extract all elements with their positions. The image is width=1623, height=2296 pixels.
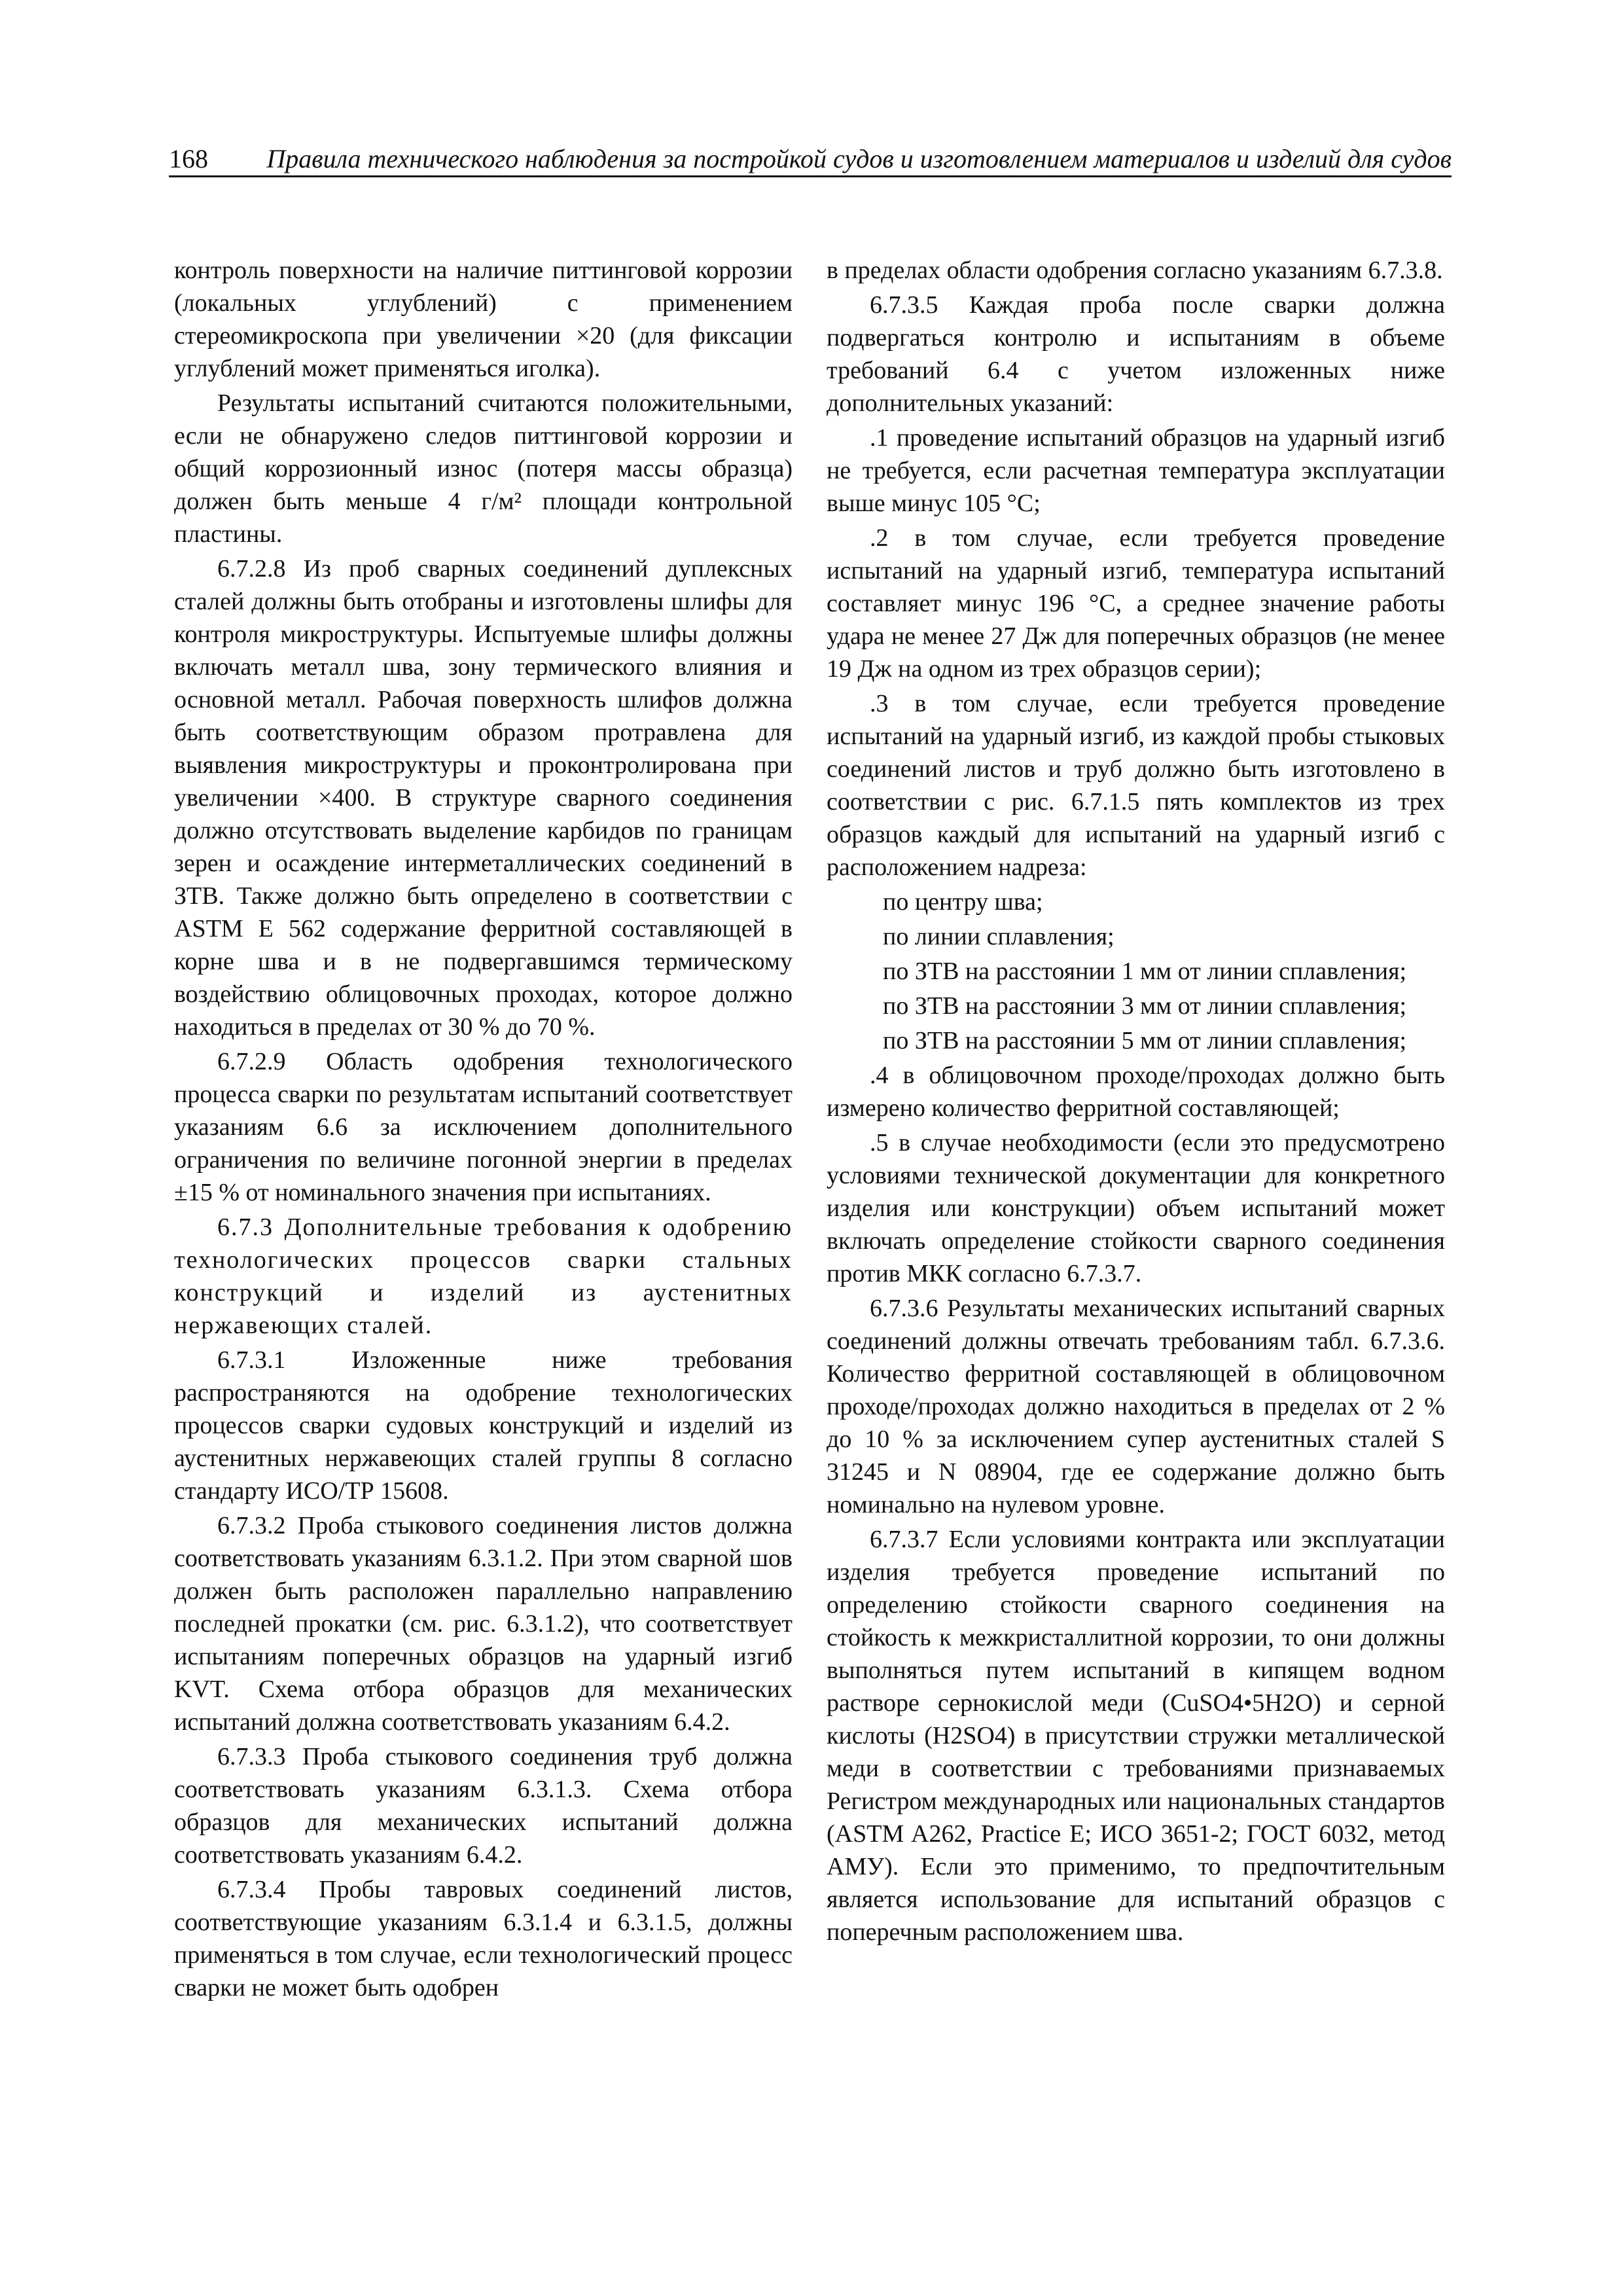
paragraph-6-7-3-3: 6.7.3.3 Проба стыкового соединения труб должна соответствовать указаниям 6.3.1.3. Схема отбора образцов для механических испытаний должна соответствовать указаниям 6.4.2. (174, 1743, 793, 1869)
paragraph-6-7-3-2: 6.7.3.2 Проба стыкового соединения листов должна соответствовать указаниям 6.3.1.2. При этом сварной шов должен быть расположен параллельно направлению последней прокатки (см. рис. 6.3.1.2), что соответствует испытаниям поперечных образцов на ударный изгиб KVT. Схема отбора образцов для механических испытаний должна соответствовать указаниям 6.4.2. (174, 1512, 793, 1736)
paragraph-6-7-3-5: 6.7.3.5 Каждая проба после сварки должна подвергаться контролю и испытаниям в объеме требований 6.4 с учетом изложенных ниже дополнительных указаний: (827, 291, 1445, 417)
paragraph-6-7-2-9: 6.7.2.9 Область одобрения технологического процесса сварки по результатам испытаний соответствует указаниям 6.6 за исключением дополнительного ограничения по величине погонной энергии в пределах ±15 % от номинального значения при испытаниях. (174, 1048, 793, 1206)
list-item-5: .5 в случае необходимости (если это предусмотрено условиями технической документации для конкретного изделия или конструкции) объем испытаний может включать определение стойкости сварного соединения против МКК согласно 6.7.3.7. (827, 1129, 1445, 1287)
paragraph-6-7-2-8: 6.7.2.8 Из проб сварных соединений дуплексных сталей должны быть отобраны и изготовлены шлифы для контроля микроструктуры. Испытуемые шлифы должны включать металл шва, зону термического влияния и основной металл. Рабочая поверхность шлифов должна быть соответствующим образом протравлена для выявления микроструктуры и проконтролирована при увеличении ×400. В структуре сварного соединения должно отсутствовать выделение карбидов по границам зерен и осаждение интерметаллических соединений в ЗТВ. Также должно быть определено в соответствии с ASTM E 562 содержание ферритной составляющей в корне шва и в не подвергавшимся термическому воздействию облицовочных проходах, которое должно находиться в пределах от 30 % до 70 %. (174, 555, 793, 1041)
paragraph-6-7-3-6: 6.7.3.6 Результаты механических испытаний сварных соединений должны отвечать требованиям табл. 6.7.3.6. Количество ферритной составляющей в облицовочном проходе/проходах должно находиться в пределах от 2 % до 10 % за исключением супер аустенитных сталей S 31245 и N 08904, где ее содержание должно быть номинально на нулевом уровне. (827, 1295, 1445, 1518)
paragraph-results: Результаты испытаний считаются положительными, если не обнаружено следов питтинговой коррозии и общий коррозионный износ (потеря массы образца) должен быть меньше 4 г/м² площади контрольной пластины. (174, 389, 793, 548)
running-header (169, 143, 1452, 177)
list-item-4: .4 в облицовочном проходе/проходах должно быть измерено количество ферритной составляющей; (827, 1062, 1445, 1122)
notch-position-haz-3mm: по ЗТВ на расстоянии 3 мм от линии сплавления; (883, 992, 1407, 1020)
section-heading-6-7-3: 6.7.3 Дополнительные требования к одобрению технологических процессов сварки стальных конструкций и изделий из аустенитных нержавеющих сталей. (174, 1213, 793, 1339)
list-item-3: .3 в том случае, если требуется проведение испытаний на ударный изгиб, из каждой пробы стыковых соединений листов и труб должно быть изготовлено в соответствии с рис. 6.7.1.5 пять комплектов из трех образцов каждый для испытаний на ударный изгиб с расположением надреза: (827, 690, 1445, 881)
left-column (174, 254, 793, 2006)
paragraph-continuation: контроль поверхности на наличие питтинговой коррозии (локальных углублений) с применением стереомикроскопа при увеличении ×20 (для фиксации углублений может применяться иголка). (174, 257, 793, 382)
notch-position-fusion-line: по линии сплавления; (883, 923, 1115, 950)
paragraph-6-7-3-4: 6.7.3.4 Пробы тавровых соединений листов, соответствующие указаниям 6.3.1.4 и 6.3.1.5, должны применяться в том случае, если технологический процесс сварки не может быть одобрен (174, 1876, 793, 2001)
notch-position-weld-center: по центру шва; (883, 888, 1043, 916)
notch-position-haz-1mm: по ЗТВ на расстоянии 1 мм от линии сплавления; (883, 958, 1407, 985)
page-number: 168 (169, 144, 208, 173)
paragraph-6-7-3-7: 6.7.3.7 Если условиями контракта или эксплуатации изделия требуется проведение испытаний по определению стойкости сварного соединения на стойкость к межкристаллитной коррозии, то они должны выполняться путем испытаний в кипящем водном растворе сернокислой меди (CuSO4•5H2O) и серной кислоты (H2SO4) в присутствии стружки металлической меди в соответствии с требованиями признаваемых Регистром международных или национальных стандартов (ASTM A262, Practice E; ИСО 3651-2; ГОСТ 6032, метод АМУ). Если это применимо, то предпочтительным является использование для испытаний образцов с поперечным расположением шва. (827, 1526, 1445, 1946)
right-column (827, 254, 1445, 1950)
notch-position-haz-5mm: по ЗТВ на расстоянии 5 мм от линии сплавления; (883, 1027, 1407, 1054)
list-item-1: .1 проведение испытаний образцов на ударный изгиб не требуется, если расчетная температура эксплуатации выше минус 105 °С; (827, 424, 1445, 517)
paragraph-6-7-3-1: 6.7.3.1 Изложенные ниже требования распространяются на одобрение технологических процессов сварки судовых конструкций и изделий из аустенитных нержавеющих сталей группы 8 согласно стандарту ИСО/ТР 15608. (174, 1346, 793, 1505)
header-title: Правила технического наблюдения за постройкой судов и изготовлением материалов и изделий для судов (266, 144, 1452, 173)
list-item-2: .2 в том случае, если требуется проведение испытаний на ударный изгиб, температура испытаний составляет минус 196 °С, а среднее значение работы удара не менее 27 Дж для поперечных образцов (не менее 19 Дж на одном из трех образцов серии); (827, 524, 1445, 683)
paragraph-continuation: в пределах области одобрения согласно указаниям 6.7.3.8. (827, 257, 1443, 284)
